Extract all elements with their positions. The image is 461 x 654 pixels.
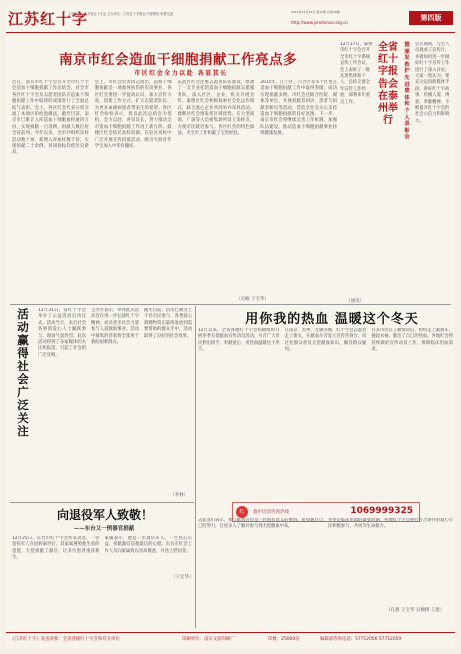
lower-left-author: （李林）: [170, 493, 188, 498]
lower-left-col-2: 主办方表示，举办此次活动旨在进一步弘扬红十字精神，动员更多社会力量参与人道救助事业。活动中募集的善款将全部用于救助困难群众。: [91, 308, 139, 346]
lower-left-divider: [10, 502, 194, 503]
page-number-badge: 第四版: [409, 11, 453, 25]
vertical-divider: [195, 306, 196, 628]
lower-left-vertical-title: 活动赢得社会广泛关注: [17, 307, 29, 438]
right-strip-vertical-subtitle: 暨颁发救护先进集体和个人表彰会: [404, 42, 410, 141]
section-divider: [10, 304, 451, 305]
veteran-article-author: （王宏华）: [171, 575, 194, 580]
right-strip-col-b: 会议期间，与会人员观看了宣传片，并就如何进一步做好红十字宣传工作进行了深入讨论。大家一致认为，要充分运用新媒体手段，讲好红十字故事，传播人道、博爱、奉献精神，不断提升红十字会的社会公信力和影响力。: [415, 42, 450, 124]
footer: [6, 632, 455, 645]
article-main-col-1: 近日，南京市红十字会召开全市红十字会造血干细胞捐献工作总结会，对全市各区红十字会及志愿者团队在造血干细胞捐献工作中取得的成绩进行了全面总结与表彰。会上，各区红会代表分别交流了本地区的经验做法。截至目前，南京市已累计入库造血干细胞血样逾四万份，实现捐献一百余例，捐献人数位居全省前列。今年以来，全市共组织采样活动数十场，新增入库血样数千份，实现捐献二十余例，各项指标均创历史新高。: [12, 80, 89, 156]
headline-blood-donation: 用你我的热血 温暖这个冬天: [245, 312, 419, 327]
article-main-col-2: 会上，市红会负责同志指出，造血干细胞捐献是一项救死扶伤的崇高事业，各区红会要进一步提高认识，加大宣传力度，创新工作方式，扩大志愿者队伍，为更多血液病患者带来生的希望。各区红会纷纷表示，将以此次总结会为契机，全力以赴，各显其长，努力推动全市造血干细胞捐献工作再上新台阶。鼓楼区红会依托高校资源，在驻区高校中广泛开展宣传招募活动，吸引大批青年学生加入中华骨髓库。: [94, 80, 172, 150]
red-cross-icon: 红: [236, 506, 248, 518]
footer-printer: 印刷单位：南京文润印刷厂: [182, 637, 235, 642]
headline-veteran: 向退役军人致敬！: [56, 508, 153, 522]
footer-distribution: 《江苏红十字》发送对象：全省各级红十字会和有关单位: [10, 637, 120, 642]
issue-info: 2015年12月31日 第12期 总第49期: [291, 10, 340, 14]
right-strip-col-a: 12月17日，泰州市红十字会召开全市红十字系统宣传工作会议，会上表彰了一批先进集体和个人，总结交流全年宣传工作经验，部署来年重点工作。: [340, 42, 373, 105]
footer-print-count: 印数：25000份: [268, 637, 300, 642]
right-strip-vertical-title: 全省红十字报告会在泰州举行: [378, 42, 398, 127]
headline-main: 南京市红会造血干细胞捐献工作亮点多: [59, 52, 297, 68]
masthead: [6, 6, 455, 33]
newspaper-page: [6, 6, 455, 648]
veteran-article-body: [12, 536, 192, 624]
lower-left-body: [38, 308, 192, 498]
right-strip-author: （通讯）: [346, 299, 364, 304]
article-main-body: [12, 80, 337, 296]
blood-donation-col-4: 志愿者们表示，参与献血宣传是一件很有意义的事情，希望通过自己的努力，让更多人了解并参与到无偿献血中来。: [198, 518, 323, 530]
lower-left-col-1: 12月31日，省红十字会举办了公益活动启动仪式。活动当天，来自社会各界的爱心人士踊跃参与，现场气氛热烈。此次活动得到了多家媒体的关注和报道，引起了社会的广泛反响。: [38, 308, 86, 358]
blood-donation-col-3: 许多市民在了解情况后，纷纷走上献血车，挽起衣袖，献出了自己的热血。各地红会将持续做好宣传动员工作，保障临床用血需求。: [371, 328, 454, 353]
newspaper-logo: 江苏红十字: [8, 10, 89, 28]
article-main-col-3: 玄武区红会注重志愿者队伍建设，组建了一支专业化的造血干细胞捐献志愿服务队，深入社区、企业、机关开展宣传。秦淮区红会积极探索社会化运作模式，联合爱心企业共同举办采样活动。建邺区红会则发挥区域优势，在大型商场、广场等人员密集场所设立采样点，方便市民就近参与。各区红会的特色做法，为全市工作积累了宝贵经验。: [177, 80, 255, 137]
ad-phone-number[interactable]: 1069999325: [350, 506, 413, 516]
article-main-col-4: 2015年，江宁区、六合区等多个区也在造血干细胞捐献工作中取得突破，成功实现捐献多例。市红会还联合医院、媒体等单位，开展捐献者回访、患者与捐献者相见等活动，营造全社会关心支持造血干细胞捐献的良好氛围。下一步，南京市红会将继续完善工作机制，加强队伍建设，推动造血干细胞捐献事业持续健康发展。: [260, 80, 337, 137]
headline-main-subtitle: 市区红会全力以赴 各显其长: [134, 70, 228, 77]
blood-donation-body: [198, 328, 453, 504]
blood-donation-author: （孔燕 王宝华 吴楠摄 王建）: [386, 608, 445, 613]
right-strip-article: [340, 42, 453, 298]
blood-donation-col-1: 12月以来，全省各地红十字会积极组织开展冬季无偿献血宣传动员活动，号召广大市民伸出援手，奉献爱心，用热血温暖这个冬天。: [198, 328, 280, 353]
website-url[interactable]: http://www.jsredcross.org.cn: [291, 20, 348, 25]
article-main-author: （吴楠 王宝华）: [236, 297, 269, 302]
lower-left-col-3: 截至目前，活动已吸引上千名市民参与，各类爱心捐赠物资正陆续发放到需要帮助的群众手中，活动取得了良好的社会效果。: [144, 308, 192, 339]
headline-veteran-subtitle: ——东台又一例器官捐献: [73, 526, 135, 532]
blood-donation-col-2: 在南京、苏州、无锡等地，红十字会志愿者走上街头，在献血车旁设立宣传咨询台，向过往群众普及无偿献血知识，解答群众疑问。: [284, 328, 367, 353]
blood-donation-col-5: 冬季是临床用血的紧张时期，各地红十字会呼吁符合条件的爱心市民积极参与，共同为生命接力。: [328, 518, 453, 530]
blood-donation-body-2: [198, 518, 453, 610]
veteran-col-1: 12月25日，东台市红十字会传来消息，一位退役军人在因病离世后，其家属遵照他生前的意愿，无偿捐献了器官，让多位患者重获新生。: [12, 536, 100, 561]
veteran-col-2: 家属表示，他是一名退伍军人，一生热心公益，捐献器官是他最后的心愿。东台市红会工作人员向家属致以崇高敬意，并送上慰问金。: [104, 536, 192, 554]
ad-text: 救护培训咨询热线: [253, 510, 289, 515]
footer-phone: 编辑部咨询电话：57712056 57712059: [320, 637, 402, 642]
masthead-subtitle: 主管单位：江苏省红十字会 主办单位：江苏红十字报社 内部资料 免费交流: [68, 12, 174, 16]
